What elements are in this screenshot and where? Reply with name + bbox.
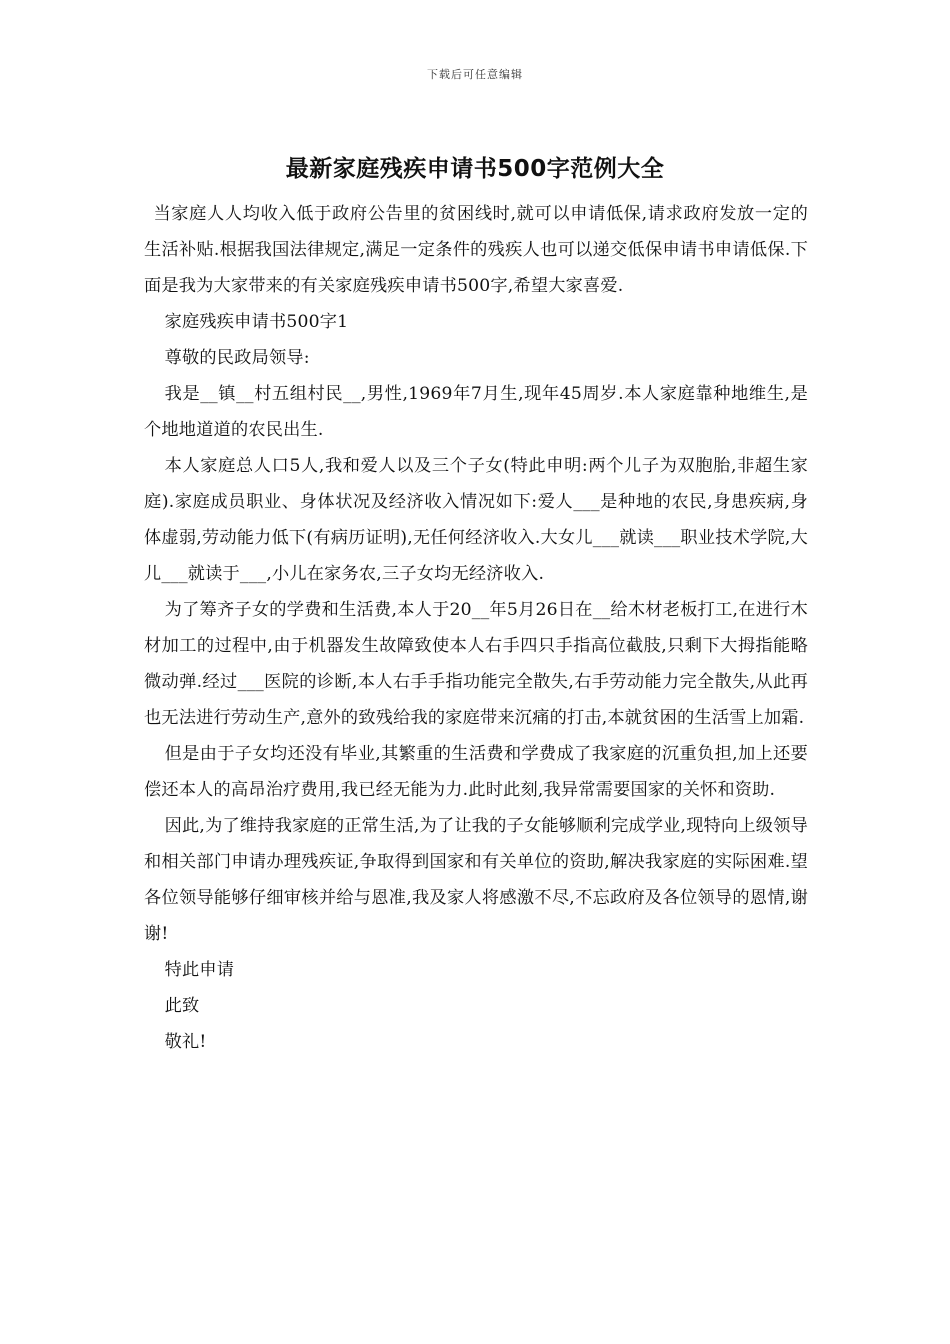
paragraph-closing-1: 特此申请 [164, 960, 235, 980]
paragraph-family-situation: 本人家庭总人口5人,我和爱人以及三个子女(特此申明:两个儿子为双胞胎,非超生家庭).家庭成员职业、身体状况及经济收入情况如下:爱人___是种地的农民,身患疾病,身体虚弱,劳动能力低下(有病历证明),无任何经济收入.大女儿___就读___职业技术学院,大儿___就读于___,小儿在家务农,三子女均无经济收入. [144, 456, 808, 584]
paragraph-self-introduction: 我是__镇__村五组村民__,男性,1969年7月生,现年45周岁.本人家庭靠种地维生,是个地地道道的农民出生. [144, 384, 808, 440]
header-note: 下载后可任意编辑 [427, 68, 523, 81]
paragraph-closing-3: 敬礼! [164, 1032, 207, 1052]
paragraph-accident: 为了筹齐子女的学费和生活费,本人于20__年5月26日在__给木材老板打工,在进行木材加工的过程中,由于机器发生故障致使本人右手四只手指高位截肢,只剩下大拇指能略微动弹.经过___医院的诊断,本人右手手指功能完全散失,右手劳动能力完全散失,从此再也无法进行劳动生产,意外的致残给我的家庭带来沉痛的打击,本就贫困的生活雪上加霜. [144, 600, 808, 728]
paragraph-salutation: 尊敬的民政局领导: [164, 348, 310, 368]
paragraph-closing-2: 此致 [164, 996, 200, 1016]
document-title: 最新家庭残疾申请书500字范例大全 [285, 156, 665, 182]
paragraph-request: 因此,为了维持我家庭的正常生活,为了让我的子女能够顺利完成学业,现特向上级领导和相关部门申请办理残疾证,争取得到国家和有关单位的资助,解决我家庭的实际困难.望各位领导能够仔细审核并给与恩准,我及家人将感激不尽,不忘政府及各位领导的恩情,谢谢! [144, 816, 808, 944]
document-body [144, 196, 808, 1060]
paragraph-subheading: 家庭残疾申请书500字1 [164, 312, 349, 332]
paragraph-burden: 但是由于子女均还没有毕业,其繁重的生活费和学费成了我家庭的沉重负担,加上还要偿还本人的高昂治疗费用,我已经无能为力.此时此刻,我异常需要国家的关怀和资助. [144, 744, 808, 800]
paragraph-intro: 当家庭人人均收入低于政府公告里的贫困线时,就可以申请低保,请求政府发放一定的生活补贴.根据我国法律规定,满足一定条件的残疾人也可以递交低保申请书申请低保.下面是我为大家带来的有关家庭残疾申请书500字,希望大家喜爱. [144, 204, 808, 296]
